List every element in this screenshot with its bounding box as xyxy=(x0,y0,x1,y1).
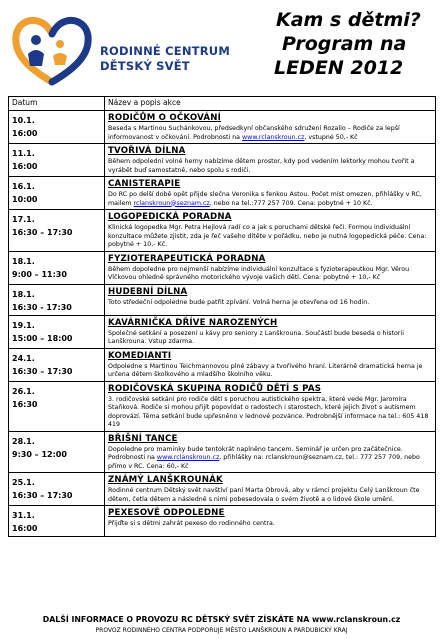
event-name: RODIČOVSKÁ SKUPINA RODIČŮ DĚTÍ S PAS xyxy=(108,383,322,394)
event-name: ZNÁMÝ LANŠKROUNÁK xyxy=(108,475,223,485)
table-row xyxy=(9,381,436,431)
event-datetime xyxy=(9,315,105,348)
event-cell xyxy=(105,177,436,210)
event-datetime xyxy=(9,144,105,177)
description-text: Společné setkání a posezení u kávy pro seniory z Lanškrouna. Součástí bude beseda o historii Lanškrouna. Vstup zdarma. xyxy=(108,329,404,345)
description-text: Klinická logopedka Mgr. Petra Hejlová radí co a jak s poruchami dětské řeči. Formou individuální konzultace můžete zjistit, zda je řeč vašeho dítěte v pořádku, nebo je nutná logopedická péče. Cena: pobytné + 10,- Kč. xyxy=(108,224,427,248)
description-text: Do RC po delší době opět přijde slečna Veronika s fenkou Astou. Počet míst omezen, přihlášky v RC, mailem xyxy=(108,191,422,207)
web-link[interactable]: www.rclanskroun.cz xyxy=(156,454,220,461)
event-description xyxy=(108,125,432,142)
event-description xyxy=(108,446,432,472)
event-name: TVOŘIVÁ DÍLNA xyxy=(108,146,186,156)
event-cell xyxy=(105,251,436,284)
event-time: 9:30 – 12:00 xyxy=(12,449,67,459)
event-name: PEXESOVÉ ODPOLEDNE xyxy=(108,508,225,518)
title-line3: LEDEN 2012 xyxy=(274,57,404,79)
page-title xyxy=(266,8,438,80)
event-date: 17.1. xyxy=(12,215,35,224)
event-description xyxy=(108,520,432,529)
event-datetime xyxy=(9,111,105,144)
event-time: 16:30 – 17:30 xyxy=(12,228,73,237)
event-cell xyxy=(105,210,436,252)
event-cell xyxy=(105,348,436,381)
event-name: FYZIOTERAPEUTICKÁ PORADNA xyxy=(108,253,266,264)
description-text: Odpoledne s Martinou Teichmannovou plné zábavy a tvořivého hraní. Literárně dramatická herna je určena dětem školkového a mladšího školního věku. xyxy=(108,362,423,378)
event-date: 10.1. xyxy=(12,116,35,125)
event-time: 10:00 xyxy=(12,195,38,204)
event-cell xyxy=(105,431,436,473)
event-description xyxy=(108,330,432,347)
event-datetime xyxy=(9,431,105,473)
event-date: 18.1. xyxy=(12,289,35,299)
heart-logo-icon xyxy=(8,10,100,88)
event-name: KOMEDIANTI xyxy=(108,350,172,361)
table-row xyxy=(9,111,436,144)
event-time: 16:00 xyxy=(12,162,38,171)
description-text-after: , vstupné 50,- Kč xyxy=(304,133,358,141)
event-date: 25.1. xyxy=(12,478,35,487)
event-name: BŘIŠNÍ TANCE xyxy=(108,433,178,444)
table-row xyxy=(9,177,436,210)
event-cell xyxy=(105,473,436,506)
event-cell xyxy=(105,144,436,177)
event-time: 16:00 xyxy=(12,129,38,138)
event-datetime xyxy=(9,251,105,284)
event-name: CANISTERAPIE xyxy=(108,179,181,189)
event-name: HUDEBNÍ DÍLNA xyxy=(108,286,188,297)
table-row xyxy=(9,251,436,284)
event-datetime xyxy=(9,177,105,210)
event-time: 16:30 xyxy=(12,399,38,409)
event-time: 15:00 – 18:00 xyxy=(12,333,73,343)
table-row xyxy=(9,506,436,537)
event-date: 18.1. xyxy=(12,256,35,266)
web-link[interactable]: www.rclanskroun.cz xyxy=(242,133,305,141)
event-time: 16:00 xyxy=(12,524,38,533)
description-text: Dopoledne pro maminky bude tentokrát naplněno tancem. Seminář je určen pro začátečnice. Podrobnosti na xyxy=(108,445,403,461)
event-date: 16.1. xyxy=(12,182,35,191)
description-text-after: , nebo na tel.:777 257 709. Cena: pobytné + 10 Kč. xyxy=(209,199,373,207)
event-name: LOGOPEDICKÁ PORADNA xyxy=(108,212,232,222)
page-header xyxy=(8,6,438,92)
column-header-date: Datum xyxy=(9,97,105,111)
event-description xyxy=(108,487,432,504)
event-date: 26.1. xyxy=(12,386,35,396)
event-datetime xyxy=(9,348,105,381)
table-row xyxy=(9,348,436,381)
event-datetime xyxy=(9,506,105,537)
event-time: 16:30 - 17:30 xyxy=(12,302,72,312)
org-name-line2: DĚTSKÝ SVĚT xyxy=(100,59,190,73)
footer-sponsors: PROVOZ RODINNÉHO CENTRA PODPORUJE MĚSTO LANŠKROUN A PARDUBICKÝ KRAJ xyxy=(95,627,348,634)
table-row xyxy=(9,431,436,473)
event-date: 28.1. xyxy=(12,436,35,446)
table-row xyxy=(9,315,436,348)
event-description xyxy=(108,299,432,308)
footer-info: DALŠÍ INFORMACE O PROVOZU RC DĚTSKÝ SVĚT ZÍSKÁTE NA www.rclanskroun.cz xyxy=(42,615,401,624)
event-date: 24.1. xyxy=(12,353,35,363)
event-time: 9:00 – 11:30 xyxy=(12,269,67,279)
table-row xyxy=(9,473,436,506)
event-name: KAVÁRNIČKA DŘÍVE NAROZENÝCH xyxy=(108,317,278,328)
event-time: 16:30 – 17:30 xyxy=(12,491,73,500)
event-date: 31.1. xyxy=(12,511,35,520)
title-line1: Kam s dětmi? xyxy=(276,9,421,31)
table-row xyxy=(9,210,436,252)
event-datetime xyxy=(9,210,105,252)
event-datetime xyxy=(9,473,105,506)
event-description xyxy=(108,191,432,208)
event-cell xyxy=(105,111,436,144)
logo xyxy=(8,10,238,88)
event-cell xyxy=(105,506,436,537)
description-text: Přijďte si s dětmi zahrát pexeso do rodinného centra. xyxy=(108,520,275,527)
event-description xyxy=(108,158,432,175)
event-cell xyxy=(105,284,436,315)
event-time: 16:30 – 17:30 xyxy=(12,366,73,376)
description-text: Během odpolední volné herny nabízíme dětem prostor, kdy pod vedením lektorky mohou tvořit a vyrábět buď samostatně, nebo spolu s rodiči. xyxy=(108,158,415,174)
event-cell xyxy=(105,315,436,348)
title-line2: Program na xyxy=(282,33,407,55)
description-text: Rodinné centrum Dětský svět navštíví paní Marta Obrová, aby v rámci projektu Celý Lanškroun čte dětem, četla dětem a následně s nimi pobesedovala o svém životě a o lidové škole umění. xyxy=(108,487,420,503)
description-text-after: , přihlášky na: rclanskroun@seznam.cz, tel.: 777 257 709, nebo přímo v RC. Cena: 60,- Kč xyxy=(108,454,420,470)
event-datetime xyxy=(9,284,105,315)
org-name-line1: RODINNÉ CENTRUM xyxy=(100,44,230,58)
table-header-row xyxy=(9,97,436,111)
event-name: RODIČŮM O OČKOVÁNÍ xyxy=(108,113,222,123)
event-cell xyxy=(105,381,436,431)
table-row xyxy=(9,144,436,177)
description-text: Během dopoledne pro nejmenší nabízíme individuální konzultace s fyzioterapeutkou Mgr. Věrou Vlčkovou ohledně správného motorického vývoje vašich dětí. Cena: pobytné + 10,- Kč xyxy=(108,265,410,281)
table-row xyxy=(9,284,436,315)
event-description xyxy=(108,224,432,250)
event-description xyxy=(108,363,432,380)
description-text: Toto středeční odpoledne bude patřit zpívání. Volná herna je otevřena od 16 hodin. xyxy=(108,298,370,306)
event-description xyxy=(108,266,432,283)
web-link[interactable]: rclanskroun@seznam.cz xyxy=(133,199,210,207)
event-description xyxy=(108,396,432,430)
column-header-event: Název a popis akce xyxy=(105,97,436,111)
event-date: 11.1. xyxy=(12,149,35,158)
description-text: 3. rodičovské setkání pro rodiče dětí s poruchou autistického spektra, které vede Mgr. Jaromíra Staňková. Rodiče si mohou přijít popovídat o radostech i starostech, které jejich život s autismem doprovází. Téma setkání bude upřesněno v lednové pozvánce. Podrobnější informace na tel.: 605 418 419 xyxy=(108,395,429,428)
description-text: Beseda s Martinou Suchánkovou, předsedkyní občanského sdružení Rozalio – Rodiče za lepší informovanost v očkování. Podrobnosti na xyxy=(108,125,400,141)
program-table xyxy=(8,96,436,537)
event-datetime xyxy=(9,381,105,431)
event-date: 19.1. xyxy=(12,320,35,330)
